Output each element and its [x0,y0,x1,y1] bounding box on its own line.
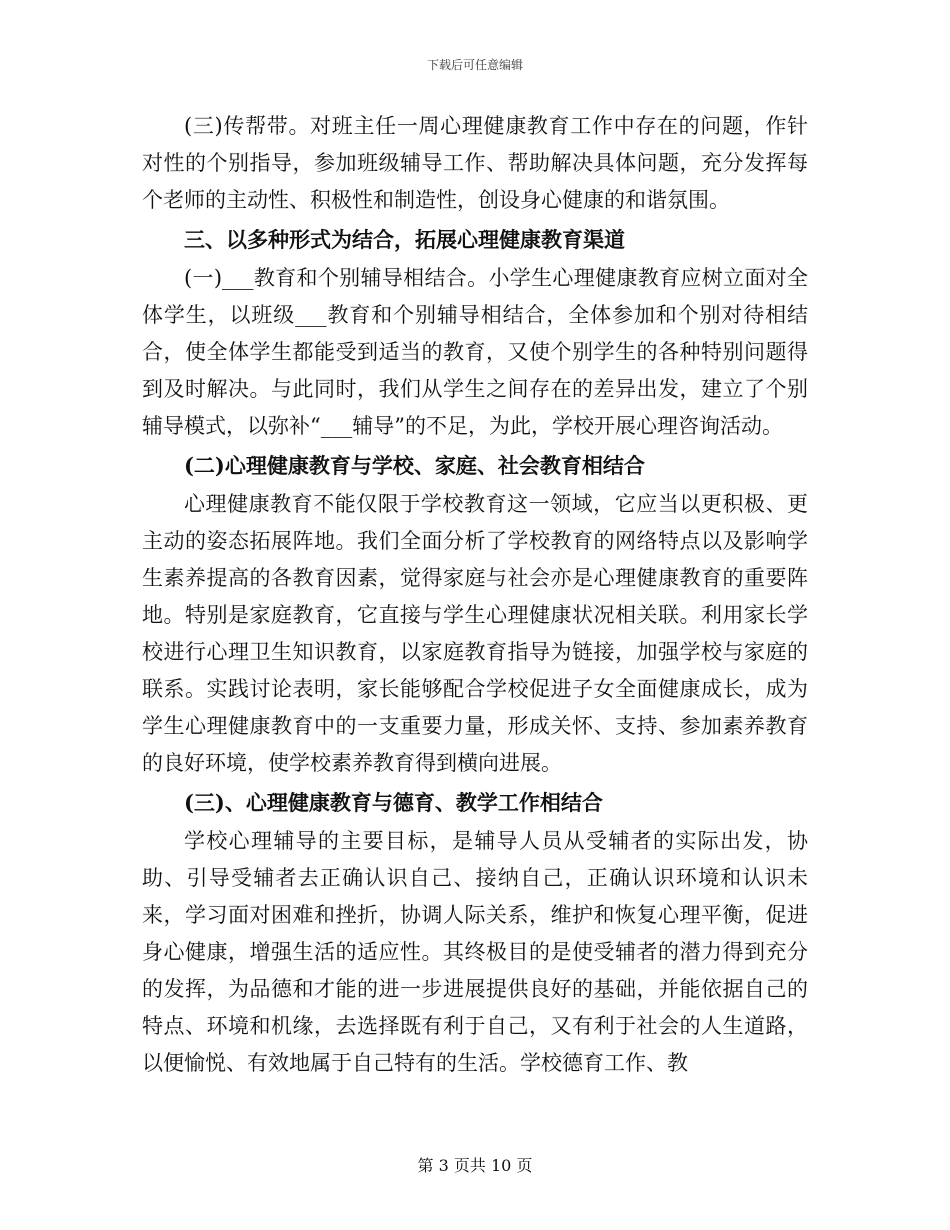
paragraph-1: (三)传帮带。对班主任一周心理健康教育工作中存在的问题，作针对性的个别指导，参加班级辅导工作、帮助解决具体问题，充分发挥每个老师的主动性、积极性和制造性，创设身心健康的和谐氛围。 [142,114,808,212]
paragraph-3: 心理健康教育不能仅限于学校教育这一领域，它应当以更积极、更主动的姿态拓展阵地。我们全面分析了学校教育的网络特点以及影响学生素养提高的各教育因素，觉得家庭与社会亦是心理健康教育的重要阵地。特别是家庭教育，它直接与学生心理健康状况相关联。利用家长学校进行心理卫生知识教育，以家庭教育指导为链接，加强学校与家庭的联系。实践讨论表明，家长能够配合学校促进子女全面健康成长，成为学生心理健康教育中的一支重要力量，形成关怀、支持、参加素养教育的良好环境，使学校素养教育得到横向进展。 [142,492,808,775]
page-footer: 第 3 页共 10 页 [417,1156,533,1175]
paragraph-4: 学校心理辅导的主要目标，是辅导人员从受辅者的实际出发，协助、引导受辅者去正确认识自己、接纳自己，正确认识环境和认识未来，学习面对困难和挫折，协调人际关系，维护和恢复心理平衡，促进身心健康，增强生活的适应性。其终极目的是使受辅者的潜力得到充分的发挥，为品德和才能的进一步进展提供良好的基础，并能依据自己的特点、环境和机缘，去选择既有利于自己，又有利于社会的人生道路，以便愉悦、有效地属于自己特有的生活。学校德育工作、教 [142,829,808,1075]
page-header: 下载后可任意编辑 [426,58,523,72]
paragraph-2: (一)___教育和个别辅导相结合。小学生心理健康教育应树立面对全体学生，以班级___教育和个别辅导相结合，全体参加和个别对待相结合，使全体学生都能受到适当的教育，又使个别学生的各种特别问题得到及时解决。与此同时，我们从学生之间存在的差异出发，建立了个别辅导模式，以弥补“___辅导”的不足，为此，学校开展心理咨询活动。 [142,266,808,438]
document-body [142,108,808,1084]
subheading-3: (三)、心理健康教育与德育、教学工作相结合 [184,790,603,815]
section-heading-3: 三、以多种形式为结合，拓展心理健康教育渠道 [184,227,625,252]
subheading-2: (二)心理健康教育与学校、家庭、社会教育相结合 [184,453,645,478]
